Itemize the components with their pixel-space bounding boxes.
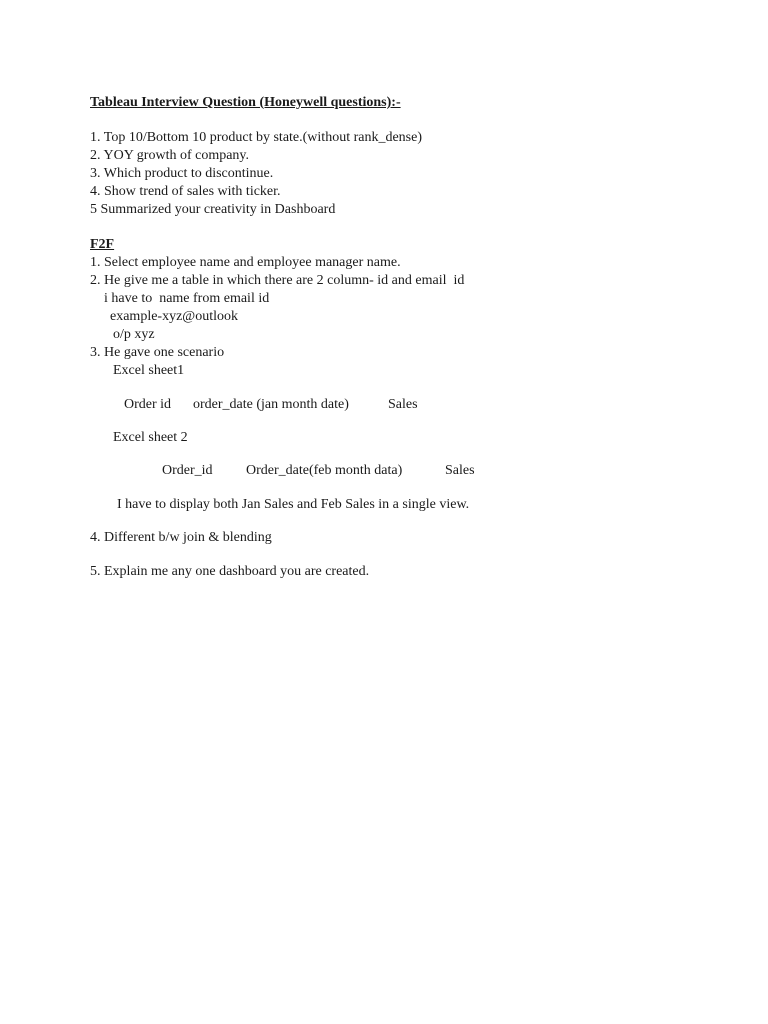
list-item: 4. Different b/w join & blending	[90, 530, 272, 545]
list-item: 1. Top 10/Bottom 10 product by state.(without rank_dense)	[90, 130, 422, 145]
sheet-label: Excel sheet1	[113, 363, 185, 378]
list-item: 5. Explain me any one dashboard you are created.	[90, 564, 370, 579]
list-item: 3. He gave one scenario	[90, 345, 225, 360]
list-item: 1. Select employee name and employee manager name.	[90, 255, 401, 270]
example-text: example-xyz@outlook	[110, 309, 238, 324]
column-header: Order_date(feb month data)	[246, 463, 403, 478]
column-header: Sales	[445, 463, 475, 478]
list-item: 5 Summarized your creativity in Dashboard	[90, 202, 336, 217]
column-header: Order_id	[162, 463, 213, 478]
task-description: I have to display both Jan Sales and Feb Sales in a single view.	[117, 497, 470, 512]
section-heading: F2F	[90, 237, 115, 252]
column-header: Sales	[388, 397, 418, 412]
column-header: Order id	[124, 397, 172, 412]
column-header: order_date (jan month date)	[193, 397, 349, 412]
list-item: 2. YOY growth of company.	[90, 148, 250, 163]
list-item: 3. Which product to discontinue.	[90, 166, 274, 181]
document-title: Tableau Interview Question (Honeywell questions):-	[90, 95, 401, 110]
list-item: 2. He give me a table in which there are 2 column- id and email id	[90, 273, 465, 288]
question-detail: i have to name from email id	[104, 291, 270, 306]
sheet-label: Excel sheet 2	[113, 430, 188, 445]
output-text: o/p xyz	[113, 327, 155, 342]
list-item: 4. Show trend of sales with ticker.	[90, 184, 281, 199]
